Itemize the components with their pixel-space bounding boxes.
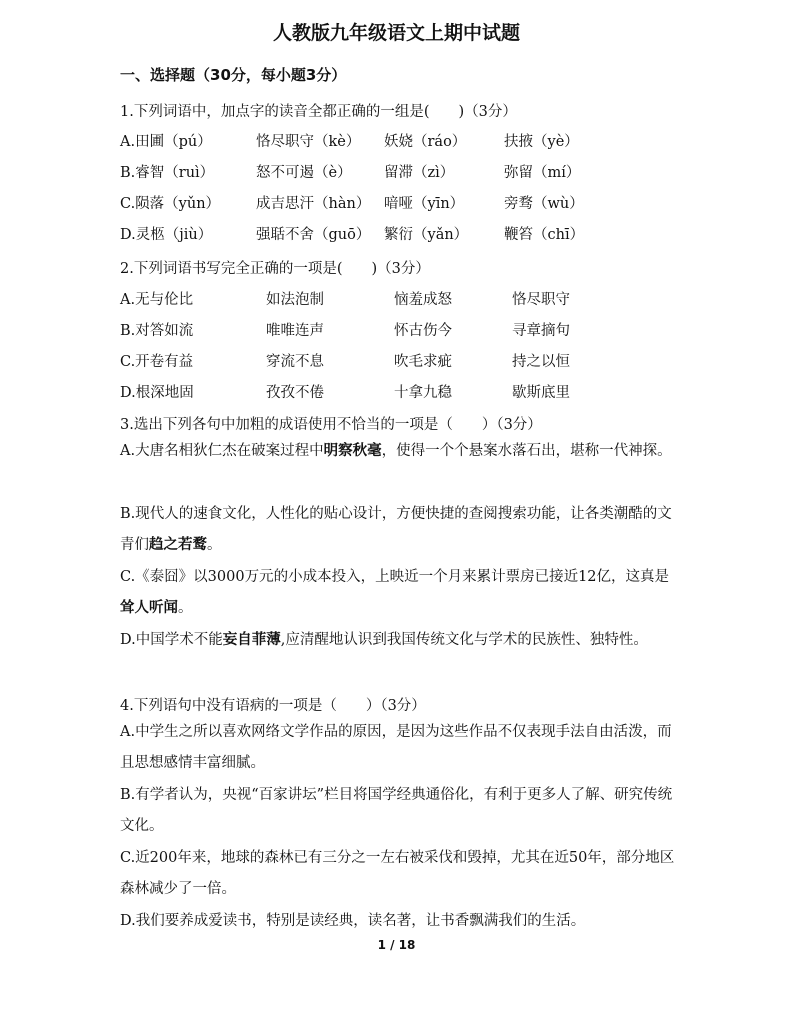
q1-option-b bbox=[120, 161, 580, 182]
option-cell: C.陨落（yǔn） bbox=[120, 196, 221, 212]
page-title: 人教版九年级语文上期中试题 bbox=[272, 22, 520, 44]
option-cell: 持之以恒 bbox=[512, 354, 570, 370]
option-cell: 歇斯底里 bbox=[512, 385, 570, 401]
option-cell: 旁骛（wù） bbox=[504, 196, 584, 212]
q3-option-c bbox=[120, 562, 680, 624]
option-text: C.《泰囧》以3000万元的小成本投入，上映近一个月来累计票房已接近12亿，这真是 bbox=[120, 569, 670, 585]
option-cell: 恼羞成怒 bbox=[394, 292, 452, 308]
bold-idiom: 趋之若鹜 bbox=[149, 537, 207, 553]
section-heading: 一、选择题（30分，每小题3分） bbox=[120, 66, 347, 84]
q2-option-c bbox=[120, 350, 570, 371]
page-number: 1 / 18 bbox=[377, 938, 416, 952]
option-cell: D.灵柩（jiù） bbox=[120, 227, 213, 243]
option-cell: 唯唯连声 bbox=[266, 323, 324, 339]
bold-idiom: 耸人听闻 bbox=[120, 600, 178, 616]
q2-option-b bbox=[120, 319, 570, 340]
option-text: B.现代人的速食文化，人性化的贴心设计，方便快捷的查阅搜索功能，让各类潮酷的文青们 bbox=[120, 506, 672, 553]
option-cell: A.田圃（pú） bbox=[120, 134, 212, 150]
option-text: ，使得一个个悬案水落石出，堪称一代神探。 bbox=[381, 443, 672, 459]
option-text: ,应清醒地认识到我国传统文化与学术的民族性、独特性。 bbox=[280, 632, 648, 648]
option-cell: 喑哑（yīn） bbox=[384, 196, 465, 212]
q2-stem: 2.下列词语书写完全正确的一项是( )（3分） bbox=[120, 261, 430, 277]
q4-option-b: B.有学者认为，央视“百家讲坛”栏目将国学经典通俗化，有利于更多人了解、研究传统文化。 bbox=[120, 787, 673, 834]
option-text: 。 bbox=[178, 600, 193, 616]
option-cell: C.开卷有益 bbox=[120, 354, 194, 370]
q1-stem: 1.下列词语中，加点字的读音全都正确的一组是( )（3分） bbox=[120, 104, 517, 120]
option-cell: 弥留（mí） bbox=[504, 165, 581, 181]
option-text: A.大唐名相狄仁杰在破案过程中 bbox=[120, 443, 324, 459]
option-cell: 成吉思汗（hàn） bbox=[256, 196, 371, 212]
option-cell: 如法泡制 bbox=[266, 292, 324, 308]
option-cell: 吹毛求疵 bbox=[394, 354, 452, 370]
q3-option-d bbox=[120, 625, 680, 656]
option-cell: 留滞（zì） bbox=[384, 165, 455, 181]
option-cell: 孜孜不倦 bbox=[266, 385, 324, 401]
option-cell: 恪尽职守 bbox=[512, 292, 570, 308]
q1-option-c bbox=[120, 192, 584, 213]
option-cell: 繁衍（yǎn） bbox=[384, 227, 469, 243]
q2-option-d bbox=[120, 381, 570, 402]
bold-idiom: 明察秋毫 bbox=[323, 443, 382, 459]
q3-stem: 3.选出下列各句中加粗的成语使用不恰当的一项是（ ）（3分） bbox=[120, 417, 542, 433]
q4-option-c: C.近200年来，地球的森林已有三分之一左右被采伐和毁掉，尤其在近50年，部分地区森林减少了一倍。 bbox=[120, 850, 675, 897]
option-cell: 强聒不舍（guō） bbox=[256, 227, 371, 243]
option-cell: 穿流不息 bbox=[266, 354, 324, 370]
option-cell: D.根深地固 bbox=[120, 385, 194, 401]
bold-idiom: 妄自菲薄 bbox=[222, 632, 281, 648]
option-text: D.中国学术不能 bbox=[120, 632, 223, 648]
q3-option-b bbox=[120, 499, 680, 561]
option-cell: 寻章摘句 bbox=[512, 323, 570, 339]
option-cell: 怒不可遏（è） bbox=[256, 165, 352, 181]
option-text: 。 bbox=[207, 537, 222, 553]
option-cell: 妖娆（ráo） bbox=[384, 134, 467, 150]
option-cell: B.对答如流 bbox=[120, 323, 194, 339]
option-cell: 十拿九稳 bbox=[394, 385, 452, 401]
option-cell: 鞭笞（chī） bbox=[504, 227, 585, 243]
q4-option-d: D.我们要养成爱读书，特别是读经典，读名著，让书香飘满我们的生活。 bbox=[120, 913, 586, 929]
option-cell: A.无与伦比 bbox=[120, 292, 194, 308]
option-cell: 扶掖（yè） bbox=[504, 134, 579, 150]
option-cell: 怀古伤今 bbox=[394, 323, 452, 339]
q4-option-a: A.中学生之所以喜欢网络文学作品的原因，是因为这些作品不仅表现手法自由活泼，而且思想感情丰富细腻。 bbox=[120, 724, 672, 771]
option-cell: 恪尽职守（kè） bbox=[256, 134, 361, 150]
q3-option-a bbox=[120, 436, 680, 467]
q2-option-a bbox=[120, 288, 570, 309]
q1-option-a bbox=[120, 130, 579, 151]
q1-option-d bbox=[120, 223, 584, 244]
option-cell: B.睿智（ruì） bbox=[120, 165, 215, 181]
q4-stem: 4.下列语句中没有语病的一项是（ ）（3分） bbox=[120, 698, 426, 714]
